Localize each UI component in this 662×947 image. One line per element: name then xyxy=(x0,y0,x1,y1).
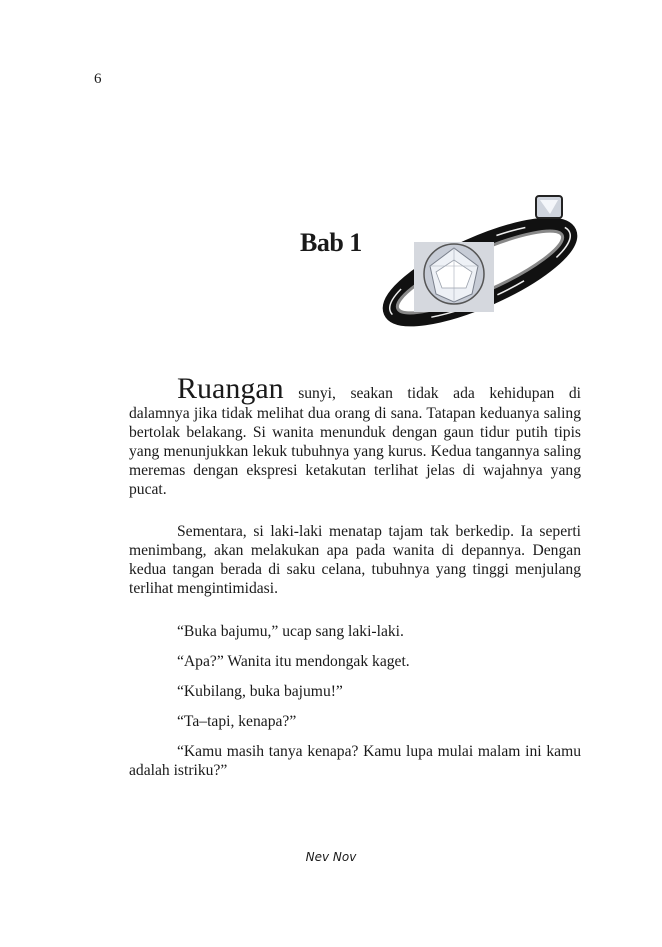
author-footer: Nev Nov xyxy=(305,850,357,864)
main-diamond xyxy=(414,242,494,312)
dialogue-line-2: “Apa?” Wanita itu mendongak kaget. xyxy=(177,653,410,670)
drop-word: Ruangan xyxy=(177,372,284,405)
dialogue-line-1: “Buka bajumu,” ucap sang laki-laki. xyxy=(177,623,404,640)
dialogue-line-4: “Ta–tapi, kenapa?” xyxy=(177,713,297,730)
paragraph-1-text: sunyi, seakan tidak ada kehidupan di dalamnya jika tidak melihat dua orang di sana. Tatapan keduanya saling bertolak belakang. Si wanita menunduk dengan gaun tidur putih tipis yang menunjukkan lekuk tubuhnya yang kurus. Kedua tangannya saling meremas dengan ekspresi ketakutan terlihat jelas di wajahnya yang pucat. xyxy=(129,385,581,498)
dialogue-line-5: “Kamu masih tanya kenapa? Kamu lupa mulai malam ini kamu adalah istriku?” xyxy=(129,743,581,779)
diamond-ring-illustration xyxy=(380,182,580,327)
paragraph-1 xyxy=(129,374,581,499)
small-diamond xyxy=(536,196,562,218)
paragraph-2-text: Sementara, si laki-laki menatap tajam tak berkedip. Ia seperti menimbang, akan melakukan apa pada wanita di depannya. Dengan kedua tangan berada di saku celana, tubuhnya yang tinggi menjulang terlihat mengintimidasi. xyxy=(129,523,581,597)
chapter-title: Bab 1 xyxy=(300,228,362,257)
page-number: 6 xyxy=(94,71,102,87)
paragraph-2 xyxy=(129,522,581,598)
dialogue-line-3: “Kubilang, buka bajumu!” xyxy=(177,683,343,700)
